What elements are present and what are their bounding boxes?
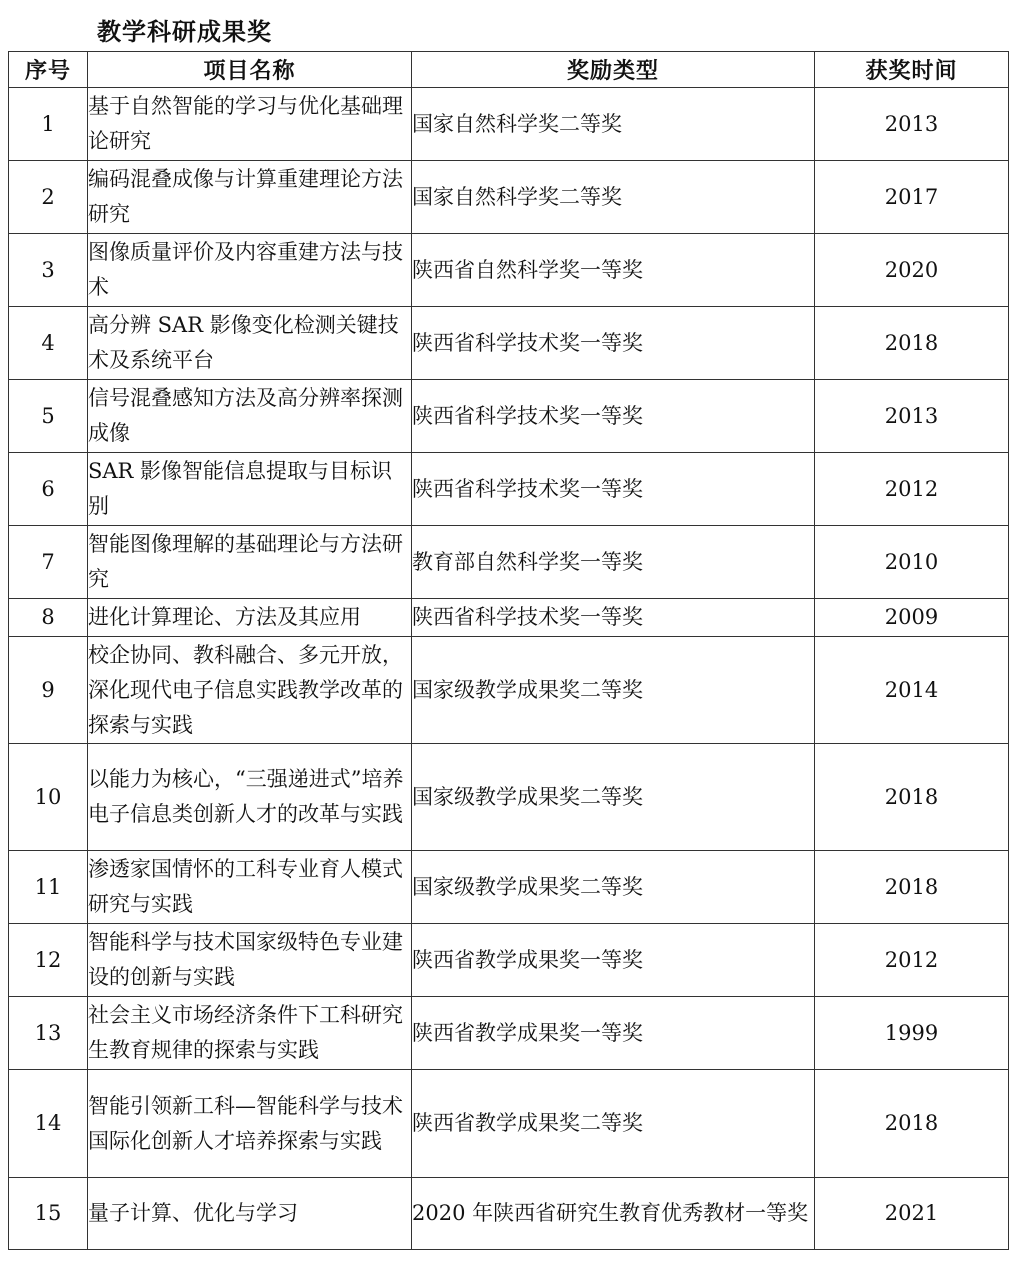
- cell-no: 15: [9, 1178, 88, 1250]
- table-row: [9, 453, 1009, 526]
- header-type: 奖励类型: [412, 52, 815, 88]
- cell-name: 图像质量评价及内容重建方法与技术: [88, 234, 412, 307]
- table-row: [9, 1178, 1009, 1250]
- cell-type: 国家级教学成果奖二等奖: [412, 744, 815, 851]
- awards-table: [8, 51, 1009, 1250]
- cell-type: 陕西省科学技术奖一等奖: [412, 307, 815, 380]
- cell-year: 2018: [815, 307, 1009, 380]
- cell-type: 陕西省科学技术奖一等奖: [412, 599, 815, 637]
- table-row: [9, 744, 1009, 851]
- cell-no: 12: [9, 924, 88, 997]
- cell-no: 5: [9, 380, 88, 453]
- table-row: [9, 88, 1009, 161]
- table-row: [9, 1070, 1009, 1178]
- table-row: [9, 599, 1009, 637]
- table-row: [9, 997, 1009, 1070]
- cell-name: 智能引领新工科—智能科学与技术国际化创新人才培养探索与实践: [88, 1070, 412, 1178]
- cell-year: 2012: [815, 453, 1009, 526]
- table-row: [9, 526, 1009, 599]
- cell-type: 陕西省教学成果奖一等奖: [412, 997, 815, 1070]
- table-row: [9, 924, 1009, 997]
- cell-type: 陕西省教学成果奖二等奖: [412, 1070, 815, 1178]
- cell-name: 社会主义市场经济条件下工科研究生教育规律的探索与实践: [88, 997, 412, 1070]
- cell-name: 基于自然智能的学习与优化基础理论研究: [88, 88, 412, 161]
- cell-name: 编码混叠成像与计算重建理论方法研究: [88, 161, 412, 234]
- cell-no: 6: [9, 453, 88, 526]
- cell-year: 2009: [815, 599, 1009, 637]
- cell-name: 智能图像理解的基础理论与方法研究: [88, 526, 412, 599]
- cell-type: 陕西省科学技术奖一等奖: [412, 380, 815, 453]
- cell-name: 校企协同、教科融合、多元开放，深化现代电子信息实践教学改革的探索与实践: [88, 637, 412, 744]
- table-row: [9, 307, 1009, 380]
- page-title: 教学科研成果奖: [97, 18, 272, 46]
- cell-name: 渗透家国情怀的工科专业育人模式研究与实践: [88, 851, 412, 924]
- cell-name: 量子计算、优化与学习: [88, 1178, 412, 1250]
- cell-year: 2014: [815, 637, 1009, 744]
- cell-no: 14: [9, 1070, 88, 1178]
- cell-type: 陕西省科学技术奖一等奖: [412, 453, 815, 526]
- cell-year: 2018: [815, 744, 1009, 851]
- cell-no: 9: [9, 637, 88, 744]
- cell-type: 陕西省教学成果奖一等奖: [412, 924, 815, 997]
- cell-year: 2018: [815, 1070, 1009, 1178]
- cell-year: 2013: [815, 88, 1009, 161]
- cell-name: 信号混叠感知方法及高分辨率探测成像: [88, 380, 412, 453]
- cell-no: 11: [9, 851, 88, 924]
- cell-type: 2020 年陕西省研究生教育优秀教材一等奖: [412, 1178, 815, 1250]
- cell-name: 高分辨 SAR 影像变化检测关键技术及系统平台: [88, 307, 412, 380]
- header-name: 项目名称: [88, 52, 412, 88]
- cell-no: 4: [9, 307, 88, 380]
- cell-year: 2020: [815, 234, 1009, 307]
- table-row: [9, 380, 1009, 453]
- table-row: [9, 161, 1009, 234]
- cell-type: 国家级教学成果奖二等奖: [412, 637, 815, 744]
- table-header-row: [9, 52, 1009, 88]
- cell-year: 2012: [815, 924, 1009, 997]
- cell-year: 2021: [815, 1178, 1009, 1250]
- cell-name: 智能科学与技术国家级特色专业建设的创新与实践: [88, 924, 412, 997]
- table-body: [9, 88, 1009, 1250]
- cell-year: 2018: [815, 851, 1009, 924]
- cell-no: 3: [9, 234, 88, 307]
- cell-no: 7: [9, 526, 88, 599]
- table-row: [9, 234, 1009, 307]
- cell-type: 国家自然科学奖二等奖: [412, 88, 815, 161]
- table-row: [9, 637, 1009, 744]
- cell-type: 国家自然科学奖二等奖: [412, 161, 815, 234]
- header-year: 获奖时间: [815, 52, 1009, 88]
- cell-year: 1999: [815, 997, 1009, 1070]
- header-no: 序号: [9, 52, 88, 88]
- cell-year: 2010: [815, 526, 1009, 599]
- cell-year: 2017: [815, 161, 1009, 234]
- cell-name: 以能力为核心，“三强递进式”培养电子信息类创新人才的改革与实践: [88, 744, 412, 851]
- cell-year: 2013: [815, 380, 1009, 453]
- cell-no: 1: [9, 88, 88, 161]
- cell-type: 陕西省自然科学奖一等奖: [412, 234, 815, 307]
- table-row: [9, 851, 1009, 924]
- cell-type: 国家级教学成果奖二等奖: [412, 851, 815, 924]
- cell-name: 进化计算理论、方法及其应用: [88, 599, 412, 637]
- cell-no: 2: [9, 161, 88, 234]
- cell-name: SAR 影像智能信息提取与目标识别: [88, 453, 412, 526]
- cell-no: 13: [9, 997, 88, 1070]
- cell-no: 8: [9, 599, 88, 637]
- cell-type: 教育部自然科学奖一等奖: [412, 526, 815, 599]
- cell-no: 10: [9, 744, 88, 851]
